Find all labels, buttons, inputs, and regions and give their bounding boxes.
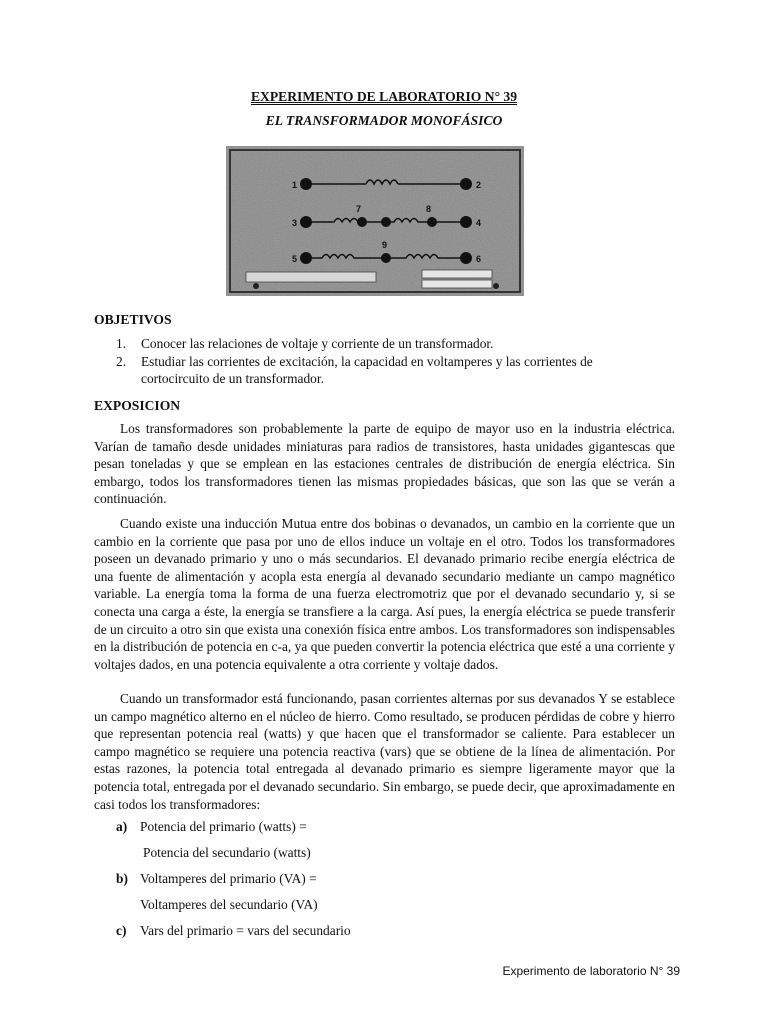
equation-continuation: Potencia del secundario (watts) bbox=[143, 845, 311, 860]
paragraph: Cuando un transformador está funcionando, pasan corrientes alternas por sus devanados Y se establece un campo magnético alterno en el núcleo de hierro. Como resultado, se producen pérdidas de cobre y hierro que representan potencia real (watts) y que hacen que el transformador se caliente. Para establecer un campo magnético se requiere una potencia reactiva (vars) que se obtiene de la línea de alimentación. Por estas razones, la potencia total entregada al devanado primario es siempre ligeramente mayor que la potencia total, entregada por el devanado secundario. Sin embargo, se puede decir, que aproximadamente en casi todos los transformadores: bbox=[94, 691, 675, 812]
list-item bbox=[116, 353, 686, 388]
list-item-text: Conocer las relaciones de voltaje y corriente de un transformador. bbox=[141, 336, 494, 351]
equation-b bbox=[116, 870, 317, 888]
equation-text: Voltamperes del primario (VA) = bbox=[140, 871, 317, 886]
list-item-number: 2. bbox=[116, 353, 127, 369]
equation-c bbox=[116, 922, 351, 940]
terminal-label: 4 bbox=[476, 218, 482, 228]
list-item bbox=[116, 335, 686, 353]
list-item-text: Estudiar las corrientes de excitación, la capacidad en voltamperes y las corrientes de cortocircuito de un transformador. bbox=[141, 353, 593, 387]
equation-label: b) bbox=[116, 871, 128, 886]
terminal-label: 1 bbox=[292, 180, 298, 190]
page-footer: Experimento de laboratorio N° 39 bbox=[502, 964, 680, 978]
paragraph: Cuando existe una inducción Mutua entre dos bobinas o devanados, un cambio en la corriente que un cambio en la corriente que pasa por uno de ellos induce un voltaje en el otro. Todos los transformadores poseen un devanado primario y uno o más secundarios. El devanado primario recibe energía eléctrica de una fuente de alimentación y acopla esta energía al devanado secundario mediante un campo magnético variable. La energía toma la forma de una fuerza electromotriz que por el devanado secundario y, si se conecta una carga a éste, la energía se transfiere a la carga. Así pues, la energía eléctrica se puede transferir de un circuito a otro sin que exista una conexión física entre ambos. Los transformadores son indispensables en la distribución de potencia en c-a, ya que pueden convertir la potencia eléctrica que esté a una corriente y voltajes dados, en una potencia equivalente a otra corriente y voltaje dados. bbox=[94, 516, 675, 672]
list-item-number: 1. bbox=[116, 336, 127, 351]
equation-label: a) bbox=[116, 819, 128, 834]
equation-a bbox=[116, 818, 307, 836]
equation-label: c) bbox=[116, 923, 127, 938]
equation-text: Potencia del primario (watts) = bbox=[140, 819, 307, 834]
terminal-label: 3 bbox=[292, 218, 298, 228]
terminal-label: 5 bbox=[292, 254, 298, 264]
equation-continuation: Voltamperes del secundario (VA) bbox=[140, 897, 318, 912]
terminal-label: 2 bbox=[476, 180, 482, 190]
objetivos-heading: OBJETIVOS bbox=[94, 312, 172, 327]
page-subtitle: EL TRANSFORMADOR MONOFÁSICO bbox=[265, 113, 503, 128]
objectives-list bbox=[116, 335, 686, 388]
paragraph: Los transformadores son probablemente la parte de equipo de mayor uso en la industria eléctrica. Varían de tamaño desde unidades miniaturas para radios de transistores, hasta unidades gigantescas que pesan toneladas y que se emplean en las estaciones centrales de distribución de energía eléctrica. Sin embargo, todos los transformadores tienen las mismas propiedades básicas, que son las que se verán a continuación. bbox=[94, 421, 675, 507]
equation-text: Vars del primario = vars del secundario bbox=[140, 923, 351, 938]
terminal-label: 7 bbox=[356, 204, 362, 214]
exposicion-heading: EXPOSICION bbox=[94, 398, 181, 413]
transformer-module-photo bbox=[226, 146, 524, 296]
terminal-label: 6 bbox=[476, 254, 482, 264]
page-title: EXPERIMENTO DE LABORATORIO N° 39 bbox=[250, 89, 518, 104]
terminal-label: 8 bbox=[426, 204, 432, 214]
terminal-label: 9 bbox=[382, 240, 388, 250]
